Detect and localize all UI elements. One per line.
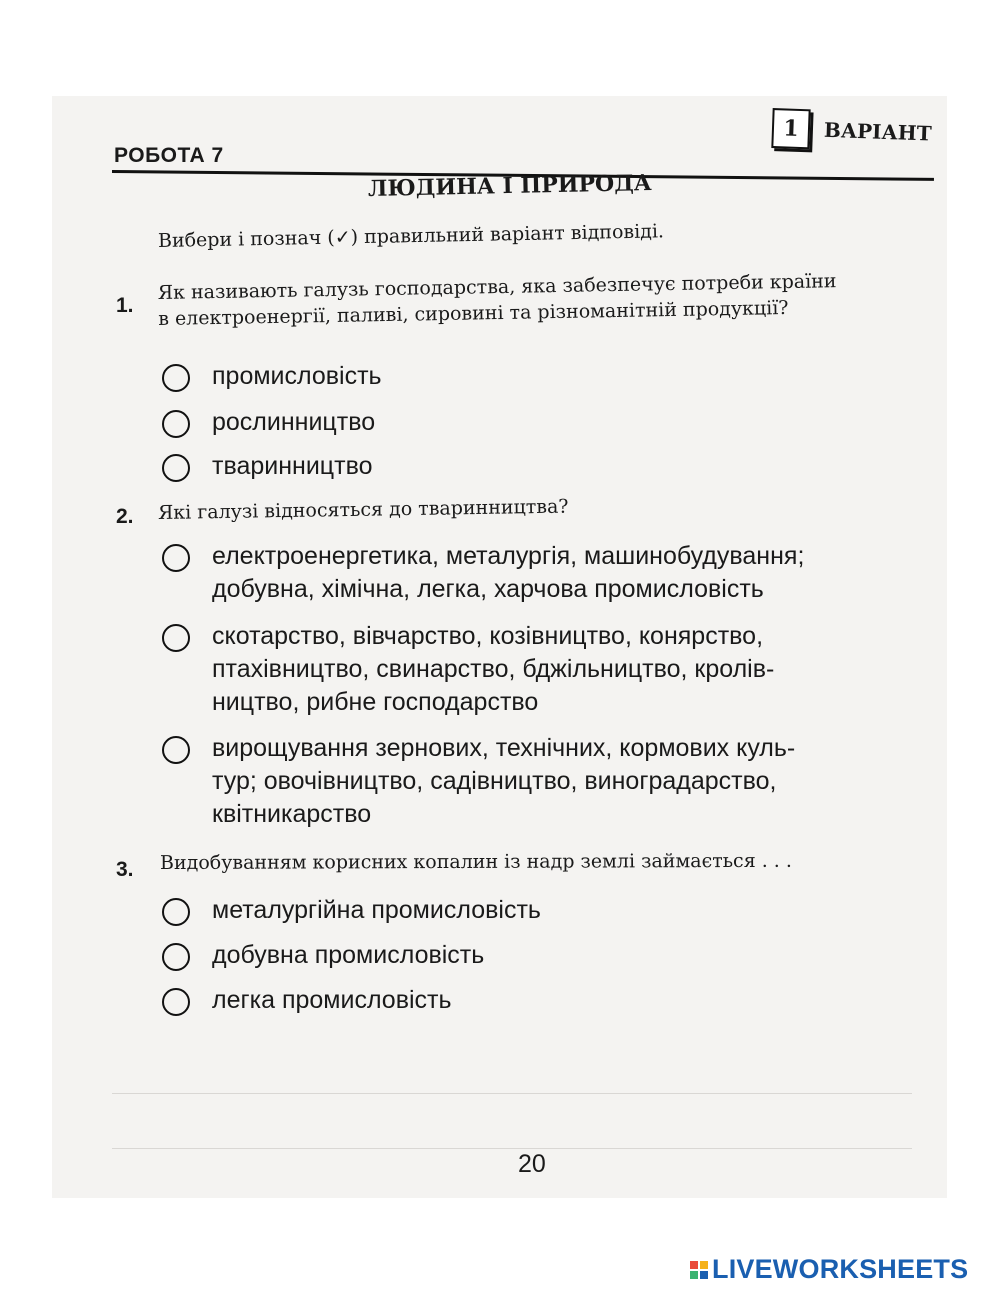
radio-circle[interactable] (162, 454, 190, 482)
question-1-line-2: в електроенергії, паливі, сировині та різноманітній продукції? (158, 296, 789, 330)
question-2-option-1[interactable] (162, 540, 804, 606)
question-1-option-2[interactable] (162, 406, 375, 439)
option-label: металургійна промисловість (212, 896, 541, 924)
variant-label: ВАРІАНТ (823, 117, 932, 146)
option-label: тваринництво (212, 452, 373, 480)
instruction-text: Вибери і познач (✓) правильний варіант відповіді. (157, 220, 665, 252)
radio-circle[interactable] (162, 943, 190, 971)
option-label: легка промисловість (212, 986, 452, 1014)
option-label: скотарство, вівчарство, козівництво, конярство, птахівництво, свинарство, бджільництво, кролів- ництво, рибне господарство (212, 622, 775, 716)
work-label: РОБОТА 7 (114, 144, 224, 167)
question-2-line-1: Які галузі відносяться до тваринництва? (157, 495, 569, 524)
radio-circle[interactable] (162, 988, 190, 1016)
question-1-option-3[interactable] (162, 450, 372, 483)
question-2-number: 2. (116, 505, 134, 528)
radio-circle[interactable] (162, 898, 190, 926)
question-3-text (160, 848, 792, 876)
variant-number: 1 (771, 108, 810, 149)
logo-square (700, 1261, 708, 1269)
liveworksheets-logo-icon (690, 1261, 708, 1279)
logo-square (690, 1261, 698, 1269)
brand-logo (690, 1254, 968, 1285)
question-3-option-3[interactable] (162, 984, 452, 1017)
logo-square (700, 1271, 708, 1279)
answer-line (112, 1148, 912, 1149)
question-3-line-1: Видобуванням корисних копалин із надр землі займається . . . (159, 849, 792, 874)
brand-name: LIVEWORKSHEETS (712, 1254, 969, 1284)
answer-line (112, 1093, 912, 1094)
option-label: промисловість (212, 362, 382, 390)
question-2-option-3[interactable] (162, 732, 795, 831)
option-label: добувна промисловість (212, 941, 485, 969)
variant-badge (771, 108, 932, 154)
page-title: ЛЮДИНА І ПРИРОДА (367, 170, 652, 202)
page-number: 20 (518, 1150, 546, 1178)
question-3-number: 3. (116, 858, 134, 881)
question-1-line-1: Як називають галузь господарства, яка забезпечує потреби країни (157, 270, 837, 305)
radio-circle[interactable] (162, 736, 190, 764)
question-2-option-2[interactable] (162, 620, 774, 719)
radio-circle[interactable] (162, 544, 190, 572)
option-label: електроенергетика, металургія, машинобудування; добувна, хімічна, легка, харчова промисловість (212, 542, 805, 603)
radio-circle[interactable] (162, 364, 190, 392)
question-3-option-2[interactable] (162, 939, 484, 972)
radio-circle[interactable] (162, 410, 190, 438)
logo-square (690, 1271, 698, 1279)
option-label: вирощування зернових, технічних, кормових куль- тур; овочівництво, садівництво, виноградарство, квітникарство (212, 734, 796, 828)
question-3-option-1[interactable] (162, 894, 541, 927)
option-label: рослинництво (212, 408, 376, 436)
question-1-number: 1. (116, 294, 134, 317)
question-1-option-1[interactable] (162, 360, 382, 393)
radio-circle[interactable] (162, 624, 190, 652)
